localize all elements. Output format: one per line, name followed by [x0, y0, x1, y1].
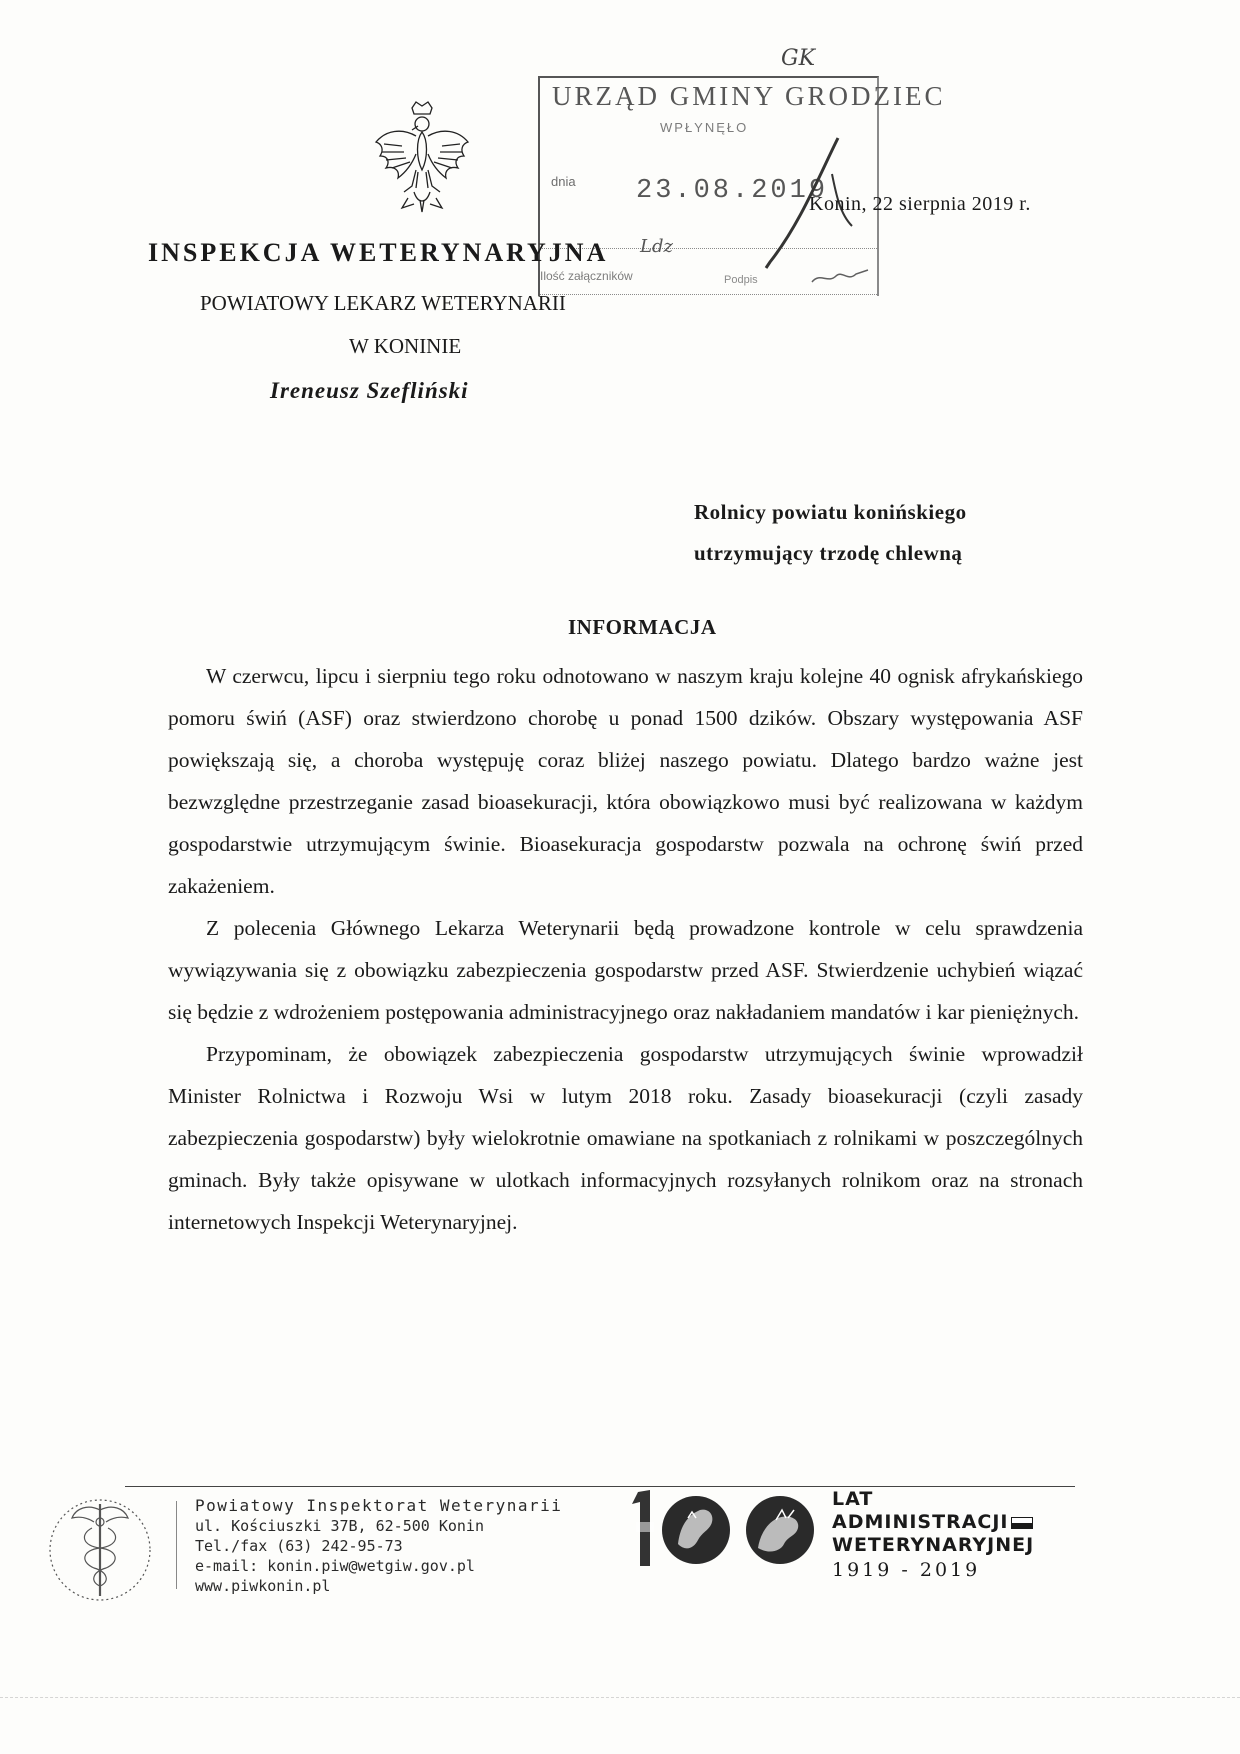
body-paragraph: Z polecenia Głównego Lekarza Weterynarii będą prowadzone kontrole w celu sprawdzenia wywiązywania się z obowiązku zabezpieczenia gospodarstw przed ASF. Stwierdzenie uchybień wiązać się będzie z wdrożeniem postępowania administracyjnego oraz nakładaniem mandatów i kar pieniężnych.: [168, 916, 1083, 1024]
anniversary-vet: WETERYNARYJNEJ: [832, 1534, 1035, 1556]
anniversary-text: [832, 1488, 1034, 1581]
polish-flag-icon: [1011, 1517, 1033, 1529]
anniversary-lat: LAT: [832, 1488, 874, 1510]
anniversary-100-logo-icon: [628, 1488, 828, 1572]
stamp-date: 23.08.2019: [636, 176, 829, 206]
department-name: POWIATOWY LEKARZ WETERYNARII: [200, 291, 566, 315]
official-name: Ireneusz Szefliński: [270, 378, 469, 403]
footer-contact: [195, 1496, 562, 1596]
recipient-block: [694, 492, 967, 574]
caduceus-logo-icon: [44, 1492, 156, 1608]
polish-eagle-emblem-icon: [372, 100, 472, 215]
document-title: INFORMACJA: [568, 615, 717, 639]
handwritten-reference: Ldz: [640, 236, 673, 257]
organization-name: INSPEKCJA WETERYNARYJNA: [148, 238, 609, 267]
stamp-divider: [540, 294, 877, 295]
stamp-signature-label: Podpis: [724, 274, 758, 286]
footer-phone: Tel./fax (63) 242-95-73: [195, 1537, 403, 1555]
footer-address: ul. Kościuszki 37B, 62-500 Konin: [195, 1517, 484, 1535]
handwritten-initials: GK: [781, 46, 816, 71]
footer-institution: Powiatowy Inspektorat Weterynarii: [195, 1496, 563, 1515]
recipient-line: utrzymujący trzodę chlewną: [694, 541, 963, 565]
recipient-line: Rolnicy powiatu konińskiego: [694, 500, 967, 524]
document-body: [168, 655, 1083, 1243]
place-date: Konin, 22 sierpnia 2019 r.: [809, 193, 1031, 215]
body-paragraph: W czerwcu, lipcu i sierpniu tego roku odnotowano w naszym kraju kolejne 40 ognisk afrykańskiego pomoru świń (ASF) oraz stwierdzono chorobę u ponad 1500 dzików. Obszary występowania ASF powiększają się, a choroba występuję coraz bliżej naszego powiatu. Dlatego bardzo ważne jest bezwzględne przestrzeganie zasad bioasekuracji, która obowiązkowo musi być realizowana w każdym gospodarstwie utrzymującym świnie. Bioasekuracja gospodarstw pozwala na ochronę świń przed zakażeniem.: [168, 664, 1083, 898]
stamp-subtitle: WPŁYNĘŁO: [660, 120, 749, 135]
stamp-attachments-label: Ilość załączników: [540, 269, 633, 283]
footer-separator: [176, 1501, 177, 1589]
anniversary-admin: ADMINISTRACJI: [832, 1511, 1009, 1533]
scan-edge-line: [0, 1697, 1240, 1698]
department-city: W KONINIE: [349, 334, 462, 358]
footer-website: www.piwkonin.pl: [195, 1577, 331, 1595]
body-paragraph: Przypominam, że obowiązek zabezpieczenia gospodarstw utrzymujących świnie wprowadził Minister Rolnictwa i Rozwoju Wsi w lutym 2018 roku. Zasady bioasekuracji (czyli zasady zabezpieczenia gospodarstw) były wielokrotnie omawiane na spotkaniach z rolnikami w poszczególnych gminach. Były także opisywane w ulotkach informacyjnych rozsyłanych rolnikom oraz na stronach internetowych Inspekcji Weterynaryjnej.: [168, 1042, 1083, 1234]
footer-divider: [125, 1486, 1075, 1487]
stamp-title: URZĄD GMINY GRODZIEC: [552, 81, 946, 111]
anniversary-admin-row: [832, 1511, 1034, 1533]
stamp-day-label: dnia: [551, 174, 576, 189]
anniversary-years: 1919 - 2019: [832, 1559, 981, 1581]
footer-email: e-mail: konin.piw@wetgiw.gov.pl: [195, 1557, 475, 1575]
handwritten-scribble: [810, 264, 870, 290]
